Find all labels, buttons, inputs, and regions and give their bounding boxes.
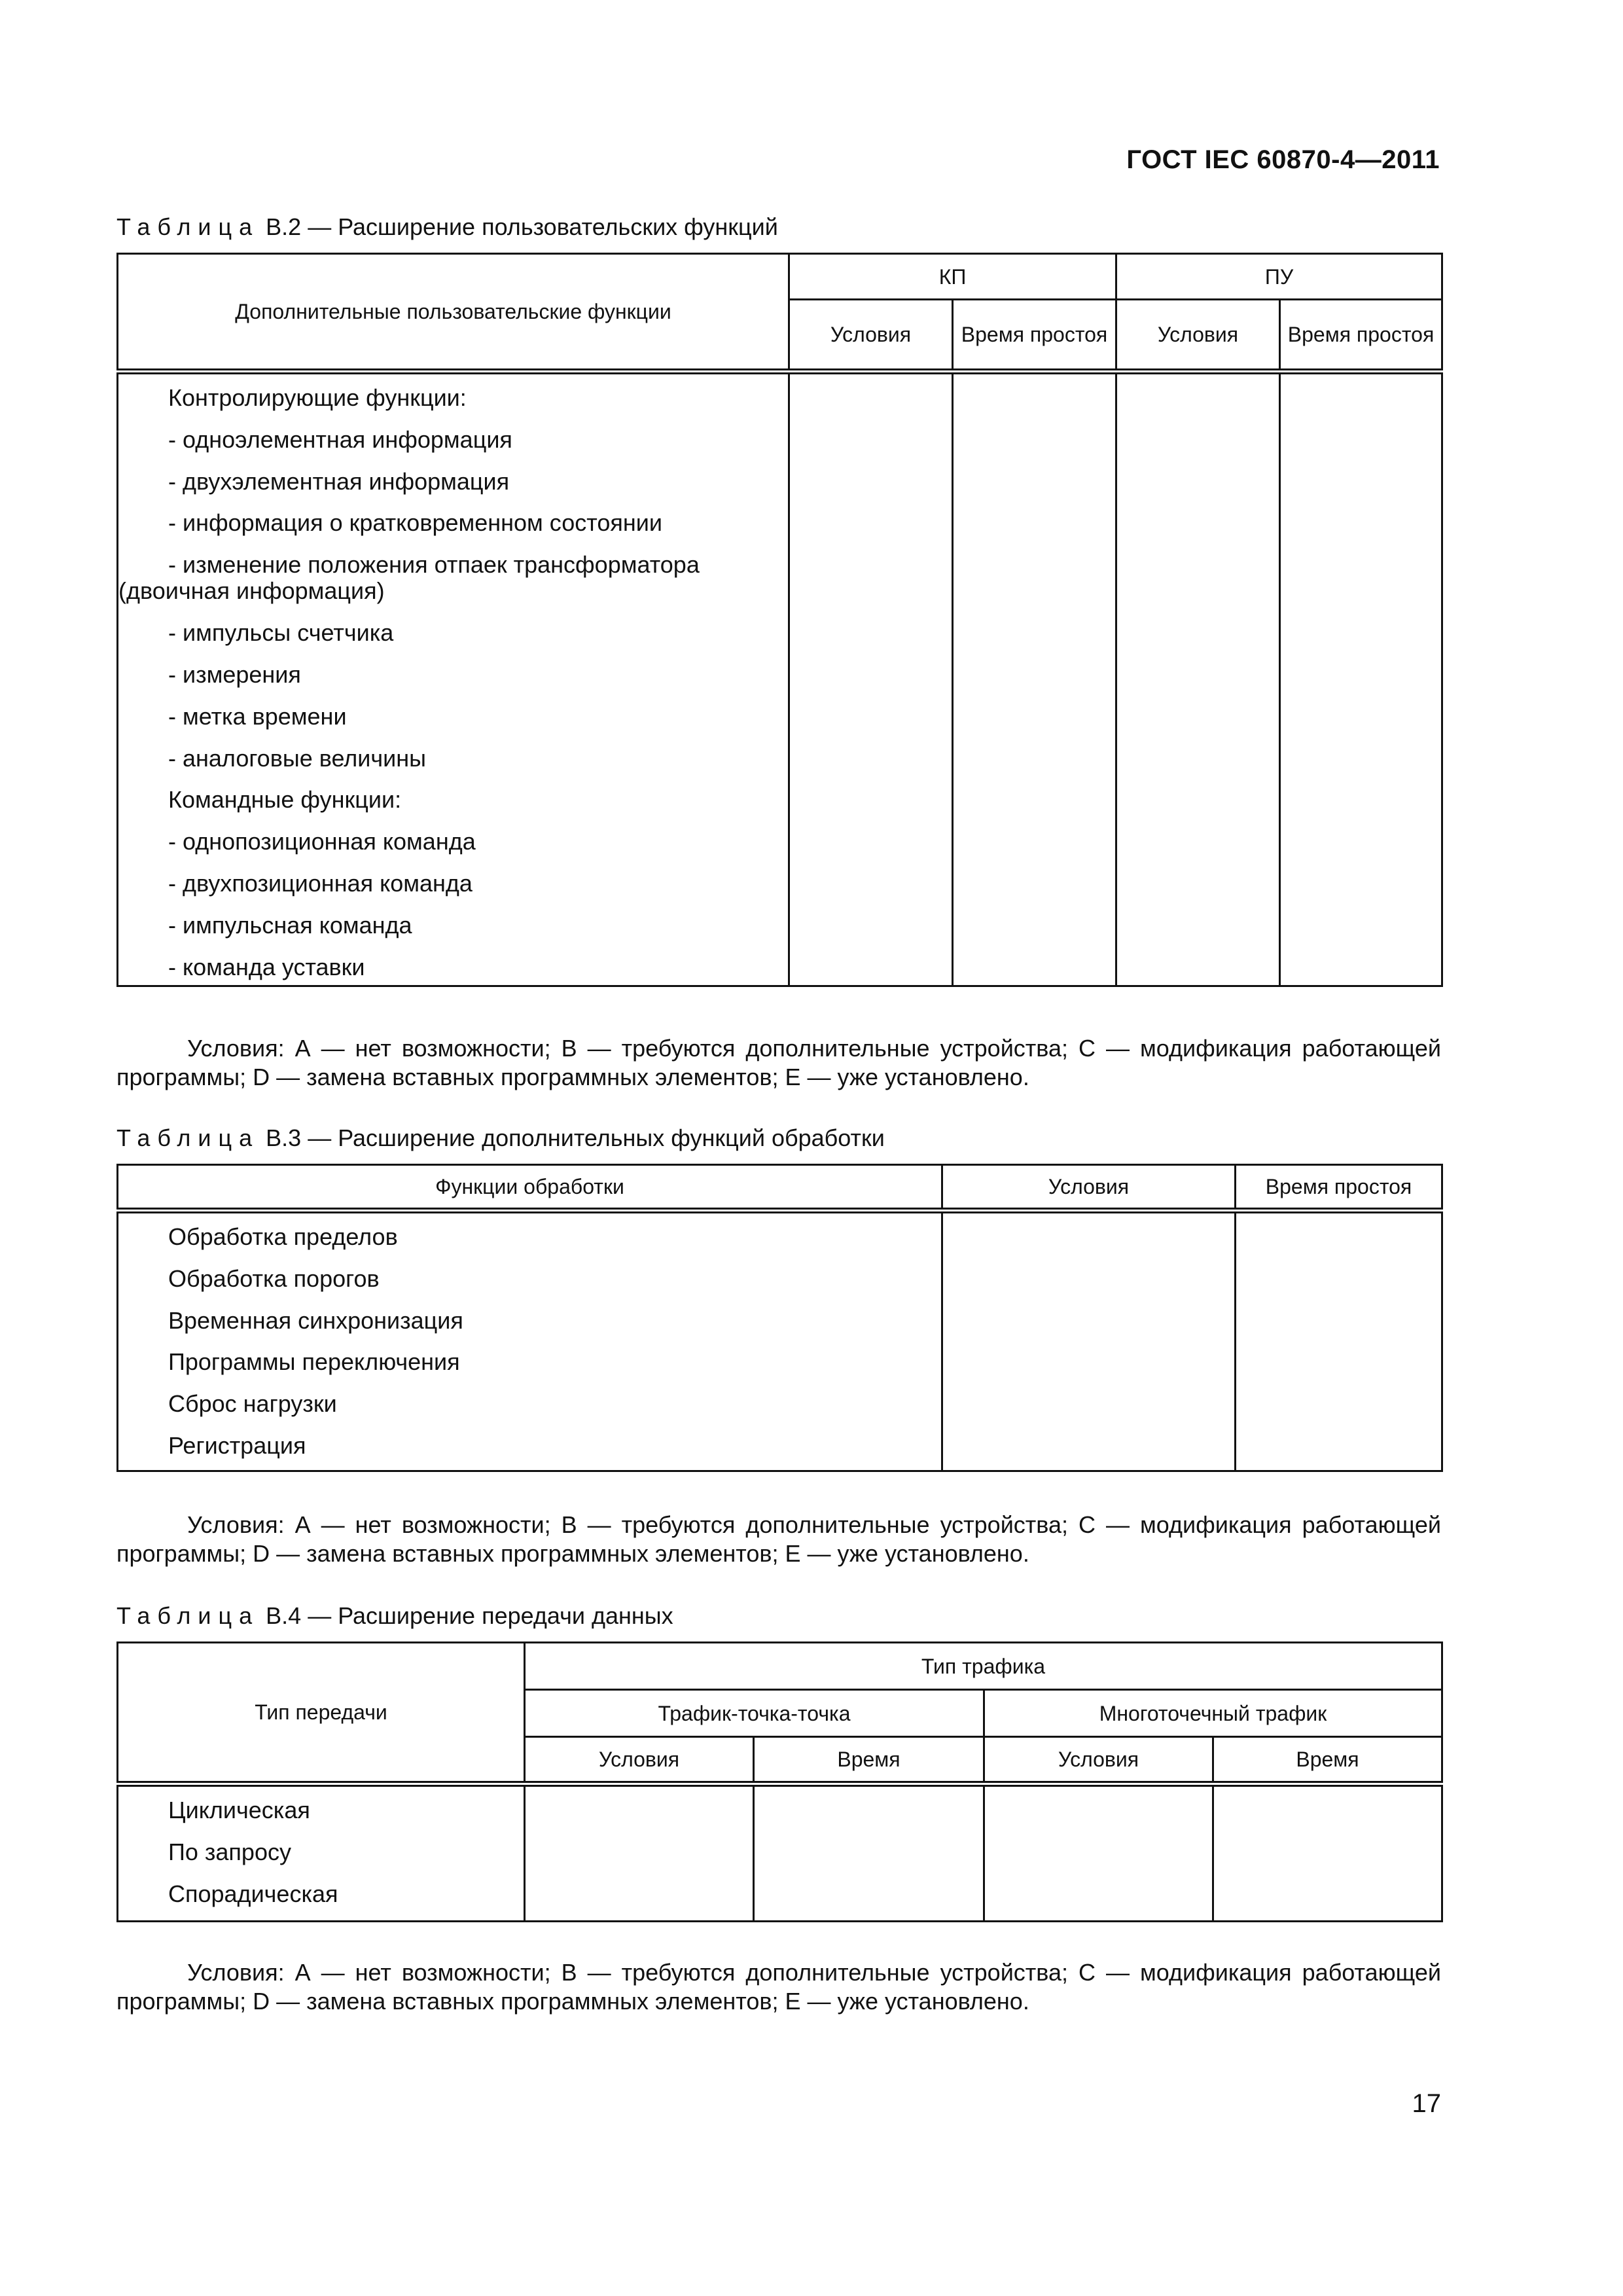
table-b4-header-multipoint: Многоточечный трафик xyxy=(984,1690,1442,1737)
table-b4-multi-conditions-cell xyxy=(984,1784,1213,1922)
table-b2-caption-title: В.2 — Расширение пользовательских функций xyxy=(259,213,778,240)
page-number: 17 xyxy=(1412,2089,1441,2118)
table-b2-pu-conditions: Условия xyxy=(1116,300,1280,372)
table-b4-multi-conditions: Условия xyxy=(984,1737,1213,1784)
table-b4-p2p-conditions-cell xyxy=(525,1784,754,1922)
list-item: - аналоговые величины xyxy=(168,744,427,772)
list-item: Обработка пределов xyxy=(168,1223,398,1250)
table-b2-header-kp: КП xyxy=(789,254,1116,300)
table-b3-header-downtime: Время простоя xyxy=(1236,1165,1442,1211)
table-b4-header-traffic: Тип трафика xyxy=(525,1643,1442,1690)
table-b3-functions-cell xyxy=(118,1211,942,1471)
list-item: Сброс нагрузки xyxy=(168,1390,337,1418)
list-item: - двухэлементная информация xyxy=(168,467,510,495)
table-b2-note: Условия: А — нет возможности; В — требуются дополнительные устройства; С — модификация работающей программы; D — замена вставных программных элементов; Е — уже установлено. xyxy=(116,1035,1441,1090)
list-item: Спорадическая xyxy=(168,1880,338,1907)
table-b4-p2p-conditions: Условия xyxy=(525,1737,754,1784)
list-item: - однопозиционная команда xyxy=(168,828,476,855)
table-b2-pu-downtime: Время простоя xyxy=(1280,300,1442,372)
list-item: - импульсы счетчика xyxy=(168,619,394,647)
list-item: Программы переключения xyxy=(168,1348,460,1376)
table-b2-kp-conditions: Условия xyxy=(789,300,953,372)
table-b2-kp-conditions-cell xyxy=(789,372,953,986)
list-item: - одноэлементная информация xyxy=(168,425,512,453)
table-b4-p2p-time-cell xyxy=(754,1784,984,1922)
list-item: - изменение положения отпаек трансформатора (двоичная информация) xyxy=(118,551,700,605)
table-b2 xyxy=(116,253,1443,987)
table-b2-functions-cell xyxy=(118,372,789,986)
table-b4-caption xyxy=(116,1602,673,1630)
list-item: - команда уставки xyxy=(168,953,365,980)
table-b4-caption-title: В.4 — Расширение передачи данных xyxy=(259,1602,673,1629)
table-b4-header-p2p: Трафик-точка-точка xyxy=(525,1690,984,1737)
table-b2-caption xyxy=(116,213,778,241)
table-b2-kp-downtime: Время простоя xyxy=(953,300,1116,372)
table-b3-header-conditions: Условия xyxy=(942,1165,1236,1211)
table-b3-caption-label: Таблица xyxy=(116,1124,260,1151)
list-item: - информация о кратковременном состоянии xyxy=(168,509,662,537)
list-item: Обработка порогов xyxy=(168,1265,380,1292)
list-item: Циклическая xyxy=(168,1797,310,1823)
table-b2-caption-label: Таблица xyxy=(116,213,260,240)
table-b4-multi-time: Время xyxy=(1213,1737,1442,1784)
list-item: - измерения xyxy=(168,660,301,688)
table-b3-caption-title: В.3 — Расширение дополнительных функций обработки xyxy=(259,1124,885,1151)
table-b2-pu-conditions-cell xyxy=(1116,372,1280,986)
table-b2-kp-downtime-cell xyxy=(953,372,1116,986)
table-b4-caption-label: Таблица xyxy=(116,1602,260,1629)
table-b3 xyxy=(116,1164,1443,1472)
table-b4-note: Условия: А — нет возможности; В — требуются дополнительные устройства; С — модификация работающей программы; D — замена вставных программных элементов; Е — уже установлено. xyxy=(116,1959,1441,2015)
list-item: Контролирующие функции: xyxy=(168,384,467,411)
table-b4 xyxy=(116,1641,1443,1922)
table-b3-conditions-cell xyxy=(942,1211,1236,1471)
list-item: - двухпозиционная команда xyxy=(168,869,473,897)
table-b3-downtime-cell xyxy=(1236,1211,1442,1471)
table-b2-header-functions: Дополнительные пользовательские функции xyxy=(118,254,789,372)
table-b2-pu-downtime-cell xyxy=(1280,372,1442,986)
table-b4-multi-time-cell xyxy=(1213,1784,1442,1922)
list-item: - метка времени xyxy=(168,702,347,730)
table-b4-header-transfer: Тип передачи xyxy=(118,1643,525,1784)
table-b4-transfer-cell xyxy=(118,1784,525,1922)
table-b3-note: Условия: А — нет возможности; В — требуются дополнительные устройства; С — модификация работающей программы; D — замена вставных программных элементов; Е — уже установлено. xyxy=(116,1511,1441,1567)
list-item: Командные функции: xyxy=(168,786,402,814)
table-b3-caption xyxy=(116,1124,885,1152)
standard-code: ГОСТ IEC 60870-4—2011 xyxy=(1126,145,1440,174)
list-item: По запросу xyxy=(168,1838,291,1865)
list-item: Регистрация xyxy=(168,1431,306,1459)
table-b3-header-functions: Функции обработки xyxy=(118,1165,942,1211)
table-b2-header-pu: ПУ xyxy=(1116,254,1442,300)
table-b4-p2p-time: Время xyxy=(754,1737,984,1784)
list-item: Временная синхронизация xyxy=(168,1306,463,1334)
list-item: - импульсная команда xyxy=(168,911,412,939)
